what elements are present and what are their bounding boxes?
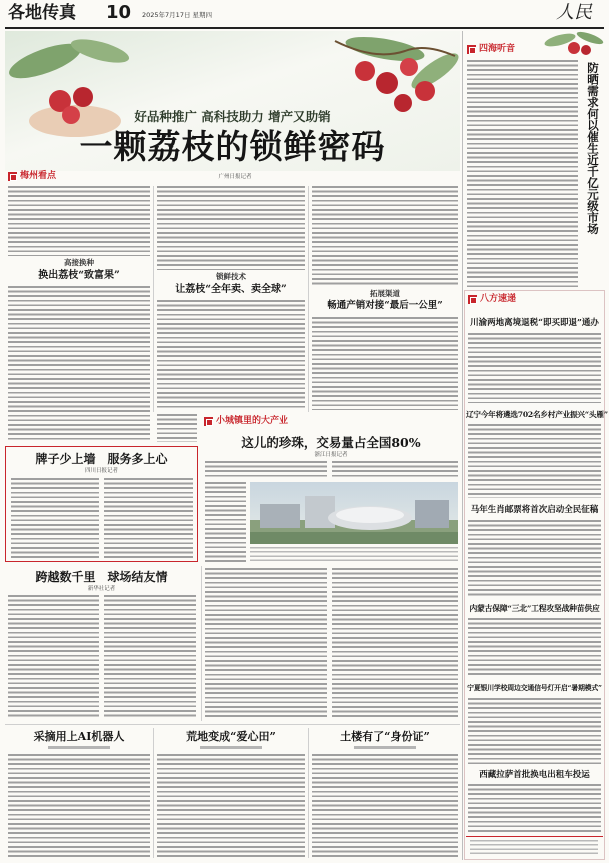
- subhead-title-1: 换出荔枝“致富果”: [38, 270, 120, 281]
- body-text-block: [468, 333, 601, 403]
- body-text-block: [205, 568, 327, 719]
- brief-headline-4: 内蒙古保障“三北”工程攻坚战种苗供应: [469, 604, 600, 613]
- banner-byline: 广州日报记者: [218, 174, 252, 180]
- subhead-title-2: 让荔枝“全年卖、卖全球”: [175, 284, 287, 295]
- body-text-block: [205, 461, 327, 478]
- photo-caption-block: [250, 547, 458, 561]
- column-rule: [153, 728, 154, 858]
- footer-info-block: [470, 840, 598, 857]
- town-article-byline: 浙江日报记者: [314, 452, 348, 458]
- section-label-text: 四海听音: [479, 44, 516, 54]
- subhead-title-3: 畅通产销对接“最后一公里”: [327, 300, 443, 311]
- sihai-vertical-headline: 防晒需求何以催生近千亿元级市场: [586, 62, 600, 235]
- column-rule: [153, 186, 154, 412]
- section-label-meizhou: [8, 172, 56, 181]
- body-text-block: [468, 520, 601, 598]
- section-marker-icon: [204, 417, 213, 426]
- body-text-block: [468, 424, 601, 498]
- body-text-block: [8, 595, 99, 719]
- byline-bar: [48, 746, 110, 749]
- section-marker-icon: [8, 172, 17, 181]
- body-text-block: [332, 461, 458, 478]
- boxed-article-headline: 牌子少上墙 服务多上心: [35, 452, 168, 466]
- page-number: 10: [106, 2, 132, 23]
- bottom-article-headline-3: 土楼有了“身份证”: [340, 730, 430, 743]
- sport-article-headline: 跨越数千里 球场结友情: [35, 570, 168, 584]
- section-marker-icon: [467, 45, 476, 54]
- body-text-block: [157, 414, 197, 442]
- body-text-block: [157, 186, 305, 270]
- section-label-text: 梅州看点: [20, 171, 57, 181]
- brief-headline-6: 西藏拉萨首批换电出租车投运: [479, 770, 590, 780]
- header-rule: [5, 27, 604, 29]
- town-photo: [250, 482, 458, 544]
- byline-bar: [200, 746, 262, 749]
- brief-headline-5: 宁夏银川学校周边交通信号灯开启“暑期模式”: [467, 684, 602, 692]
- column-rule: [462, 31, 463, 860]
- pearl-market-building-photo-icon: [250, 482, 458, 544]
- brief-headline-3: 马年生肖邮票将首次启动全民征稿: [470, 505, 599, 515]
- lychee-branch-icon: [540, 30, 605, 58]
- subhead-kicker-2: 锁鲜技术: [216, 272, 246, 281]
- body-text-block: [332, 568, 458, 719]
- byline-bar: [354, 746, 416, 749]
- body-text-block: [157, 300, 305, 410]
- banner-kicker: 好品种推广 高科技助力 增产又助销: [134, 109, 331, 124]
- town-article-headline: 这儿的珍珠，交易量占全国80%: [241, 435, 421, 450]
- column-rule: [308, 186, 309, 412]
- body-text-block: [11, 478, 99, 558]
- sport-article-byline: 新华社记者: [87, 586, 116, 592]
- corner-decoration: [540, 30, 605, 58]
- subhead-kicker-1: 高接换种: [64, 258, 94, 267]
- body-text-block: [468, 618, 601, 678]
- subhead-kicker-3: 拓展渠道: [370, 289, 400, 298]
- brief-headline-2: 辽宁今年将遴选702名乡村产业振兴“头雁”: [466, 410, 608, 419]
- body-text-block: [104, 478, 193, 558]
- body-text-block: [312, 186, 458, 286]
- body-text-block: [157, 754, 305, 858]
- boxed-article-byline: 四川日报记者: [84, 468, 118, 474]
- column-rule: [201, 566, 202, 721]
- section-label-text: 八方速递: [480, 294, 517, 304]
- section-label-text: 小城镇里的大产业: [216, 416, 289, 426]
- body-text-block: [312, 317, 458, 410]
- section-label-sihai: [467, 45, 515, 54]
- column-rule: [308, 728, 309, 858]
- row-rule: [5, 724, 460, 725]
- bottom-article-headline-1: 采摘用上AI机器人: [33, 730, 125, 743]
- body-text-block: [468, 698, 601, 764]
- section-label-bafang: [468, 295, 516, 304]
- body-text-block: [8, 186, 150, 256]
- body-text-block: [205, 482, 246, 562]
- body-text-block: [312, 754, 458, 858]
- bottom-article-headline-2: 荒地变成“爱心田”: [186, 730, 276, 743]
- brief-headline-1: 川渝两地离境退税“即买即退”通办: [470, 318, 599, 328]
- masthead-logo: 人民: [556, 2, 592, 23]
- body-text-block: [468, 784, 601, 832]
- issue-date: 2025年7月17日 星期四: [142, 11, 213, 19]
- body-text-block: [104, 595, 196, 719]
- section-label-town: [204, 417, 288, 426]
- body-text-block: [8, 754, 150, 858]
- banner-headline: 一颗荔枝的锁鲜密码: [79, 127, 386, 166]
- body-text-block: [467, 60, 578, 288]
- body-text-block: [8, 286, 150, 442]
- footer-rule: [466, 836, 603, 837]
- section-marker-icon: [468, 295, 477, 304]
- section-title: 各地传真: [8, 3, 76, 23]
